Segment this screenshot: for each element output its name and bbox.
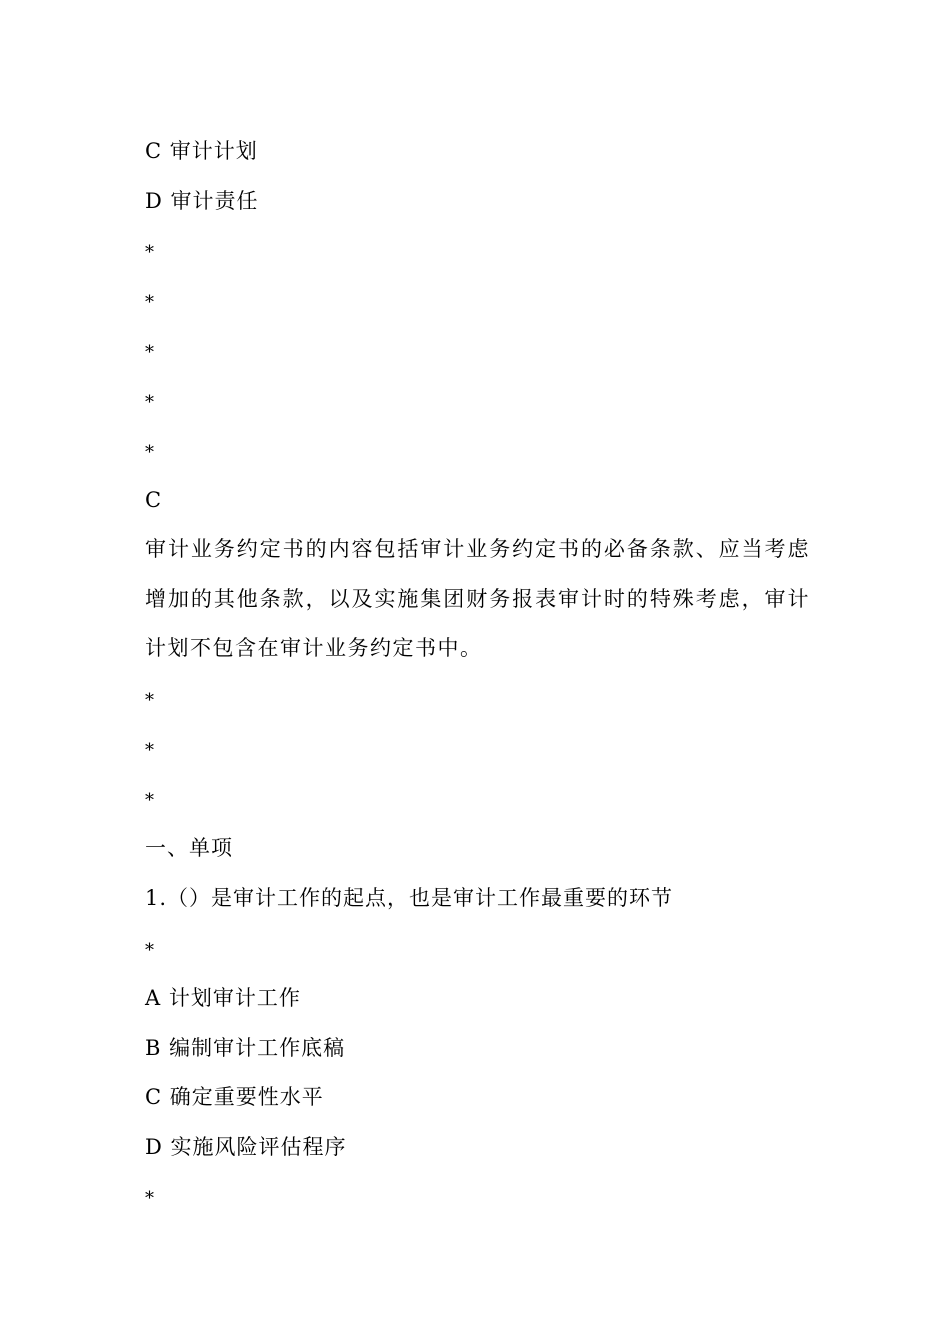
option-a: A 计划审计工作 bbox=[145, 986, 301, 1010]
separator-star: * bbox=[145, 1188, 155, 1209]
answer-explanation: 审计业务约定书的内容包括审计业务约定书的必备条款、应当考虑增加的其他条款，以及实施集团财务报表审计时的特殊考虑，审计计划不包含在审计业务约定书中。 bbox=[145, 537, 810, 660]
section-title: 一、单项 bbox=[145, 836, 233, 860]
question-stem: 1.（）是审计工作的起点，也是审计工作最重要的环节 bbox=[145, 886, 674, 910]
separator-star: * bbox=[145, 790, 155, 811]
separator-star: * bbox=[145, 690, 155, 711]
separator-star: * bbox=[145, 740, 155, 761]
answer-letter: C bbox=[145, 488, 163, 512]
option-c-prev: C 审计计划 bbox=[145, 139, 258, 163]
separator-star: * bbox=[145, 940, 155, 961]
separator-star: * bbox=[145, 292, 155, 313]
separator-star: * bbox=[145, 342, 155, 363]
separator-star: * bbox=[145, 392, 155, 413]
option-d: D 实施风险评估程序 bbox=[145, 1135, 347, 1159]
separator-star: * bbox=[145, 442, 155, 463]
option-c: C 确定重要性水平 bbox=[145, 1085, 324, 1109]
option-d-prev: D 审计责任 bbox=[145, 189, 259, 213]
option-b: B 编制审计工作底稿 bbox=[145, 1036, 346, 1060]
separator-star: * bbox=[145, 242, 155, 263]
